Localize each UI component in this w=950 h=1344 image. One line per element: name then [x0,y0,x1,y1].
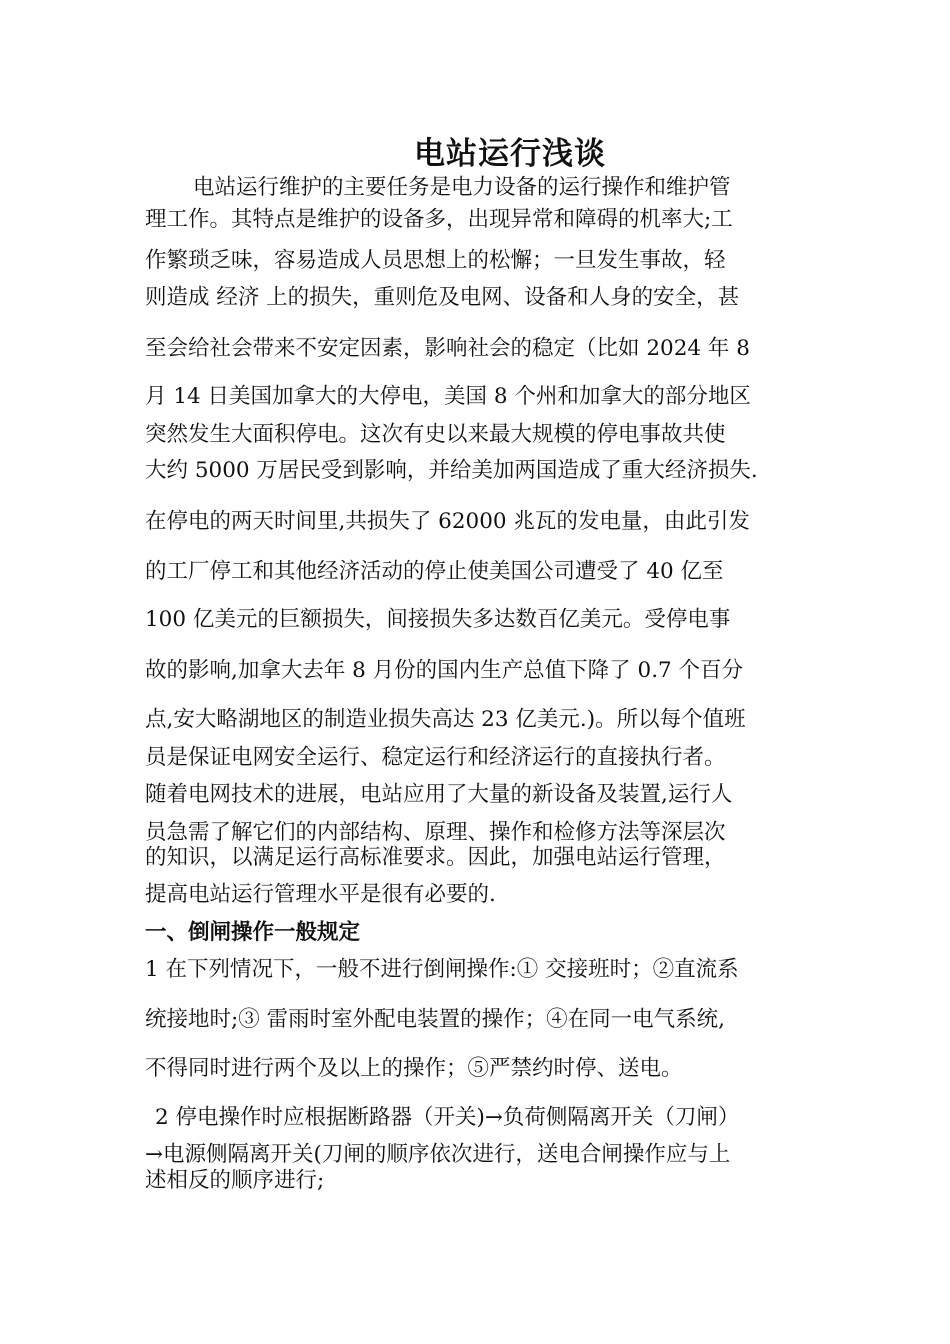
paragraph-line: 作繁琐乏味，容易造成人员思想上的松懈；一旦发生事故，轻 [145,248,726,273]
rule-line: 述相反的顺序进行; [145,1168,325,1193]
document-title: 电站运行浅谈 [414,136,606,172]
paragraph-line: 月 14 日美国加拿大的大停电，美国 8 个州和加拿大的部分地区 [145,384,751,409]
paragraph-line: 的工厂停工和其他经济活动的停止使美国公司遭受了 40 亿至 [145,559,724,584]
rule-line: 统接地时;③ 雷雨时室外配电装置的操作；④在同一电气系统, [145,1007,725,1032]
rule-line: 1 在下列情况下，一般不进行倒闸操作:① 交接班时；②直流系 [145,957,739,982]
paragraph-line: 突然发生大面积停电。这次有史以来最大规模的停电事故共使 [145,422,726,447]
paragraph-line: 提高电站运行管理水平是很有必要的. [145,882,496,907]
paragraph-line: 随着电网技术的进展，电站应用了大量的新设备及装置,运行人 [145,782,733,807]
paragraph-line: 电站运行维护的主要任务是电力设备的运行操作和维护管 [193,175,731,200]
rule-line: 2 停电操作时应根据断路器（开关)→负荷侧隔离开关（刀闸） [155,1105,740,1130]
section-heading: 一、倒闸操作一般规定 [145,920,361,945]
rule-line: →电源侧隔离开关(刀闸的顺序依次进行，送电合闸操作应与上 [145,1142,731,1167]
paragraph-line: 点,安大略湖地区的制造业损失高达 23 亿美元.)。所以每个值班 [145,707,746,732]
paragraph-line: 100 亿美元的巨额损失，间接损失多达数百亿美元。受停电事 [145,607,731,632]
paragraph-line: 至会给社会带来不安定因素，影响社会的稳定（比如 2024 年 8 [145,336,750,361]
rule-line: 不得同时进行两个及以上的操作；⑤严禁约时停、送电。 [145,1056,683,1081]
paragraph-line: 在停电的两天时间里,共损失了 62000 兆瓦的发电量，由此引发 [145,509,750,534]
paragraph-line: 大约 5000 万居民受到影响，并给美加两国造成了重大经济损失. [145,458,758,483]
paragraph-line: 员急需了解它们的内部结构、原理、操作和检修方法等深层次 [145,820,726,845]
paragraph-line: 的知识，以满足运行高标准要求。因此，加强电站运行管理， [145,845,726,870]
paragraph-line: 故的影响,加拿大去年 8 月份的国内生产总值下降了 0.7 个百分 [145,658,744,683]
paragraph-line: 则造成 经济 上的损失，重则危及电网、设备和人身的安全，甚 [145,285,740,310]
paragraph-line: 理工作。其特点是维护的设备多，出现异常和障碍的机率大;工 [145,207,733,232]
paragraph-line: 员是保证电网安全运行、稳定运行和经济运行的直接执行者。 [145,745,726,770]
